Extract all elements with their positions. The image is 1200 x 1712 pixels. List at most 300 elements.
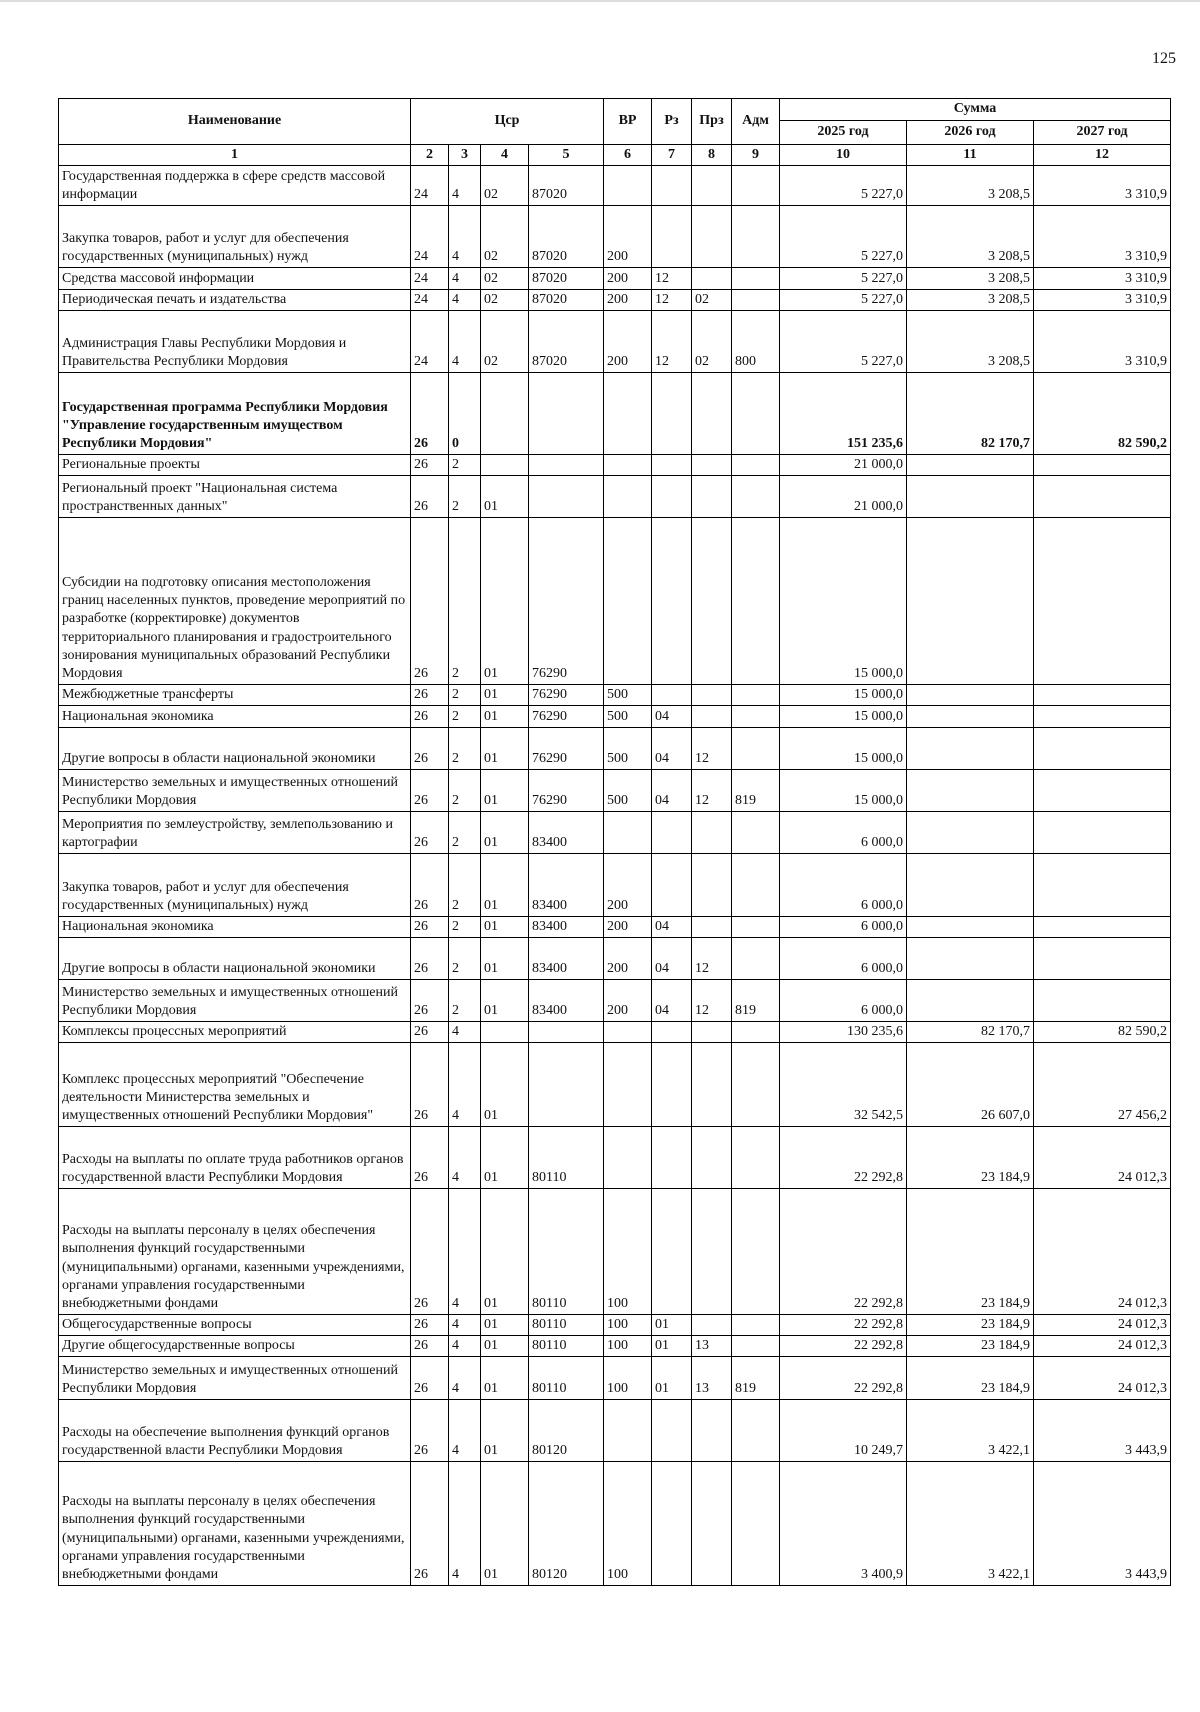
cell-csr-type: 2 <box>449 685 481 706</box>
table-row <box>59 1336 1171 1357</box>
cell-csr-program: 26 <box>411 1336 449 1357</box>
cell-rz: 04 <box>652 770 692 812</box>
column-number: 12 <box>1034 145 1171 166</box>
cell-name: Региональные проекты <box>59 455 411 476</box>
cell-csr-type: 4 <box>449 1400 481 1462</box>
cell-rz: 04 <box>652 706 692 728</box>
cell-csr-subprogram: 01 <box>481 812 529 854</box>
cell-csr-direction: 87020 <box>529 290 604 311</box>
cell-adm <box>732 812 780 854</box>
cell-prz: 02 <box>692 311 732 373</box>
cell-rz <box>652 1462 692 1586</box>
cell-vr <box>604 1127 652 1189</box>
cell-csr-subprogram: 01 <box>481 728 529 770</box>
table-row <box>59 290 1171 311</box>
cell-csr-subprogram: 01 <box>481 1043 529 1127</box>
cell-rz <box>652 476 692 518</box>
cell-csr-direction: 83400 <box>529 917 604 938</box>
cell-name: Государственная поддержка в сфере средств массовой информации <box>59 166 411 206</box>
cell-rz: 12 <box>652 311 692 373</box>
cell-rz <box>652 455 692 476</box>
cell-rz <box>652 373 692 455</box>
cell-vr: 200 <box>604 854 652 917</box>
cell-csr-subprogram <box>481 455 529 476</box>
cell-vr: 500 <box>604 706 652 728</box>
table-row <box>59 1462 1171 1586</box>
cell-sum-2025: 15 000,0 <box>780 706 907 728</box>
cell-sum-2026: 3 208,5 <box>907 268 1034 290</box>
cell-sum-2025: 21 000,0 <box>780 455 907 476</box>
cell-sum-2026: 3 208,5 <box>907 166 1034 206</box>
table-row <box>59 1022 1171 1043</box>
cell-csr-program: 26 <box>411 938 449 980</box>
table-row <box>59 980 1171 1022</box>
column-number: 8 <box>692 145 732 166</box>
cell-adm: 819 <box>732 770 780 812</box>
cell-csr-direction <box>529 476 604 518</box>
table-row <box>59 268 1171 290</box>
cell-rz <box>652 685 692 706</box>
cell-sum-2026 <box>907 476 1034 518</box>
cell-vr: 200 <box>604 311 652 373</box>
cell-sum-2027: 3 443,9 <box>1034 1400 1171 1462</box>
cell-csr-subprogram: 01 <box>481 1315 529 1336</box>
cell-sum-2026: 82 170,7 <box>907 1022 1034 1043</box>
cell-csr-direction <box>529 455 604 476</box>
cell-sum-2027: 24 012,3 <box>1034 1336 1171 1357</box>
cell-csr-type: 4 <box>449 1127 481 1189</box>
cell-csr-program: 26 <box>411 1462 449 1586</box>
cell-csr-subprogram: 01 <box>481 1189 529 1315</box>
table-row <box>59 685 1171 706</box>
cell-name: Региональный проект "Национальная система пространственных данных" <box>59 476 411 518</box>
cell-sum-2026: 82 170,7 <box>907 373 1034 455</box>
cell-csr-direction <box>529 1022 604 1043</box>
table-row <box>59 1400 1171 1462</box>
header-year-2027: 2027 год <box>1034 121 1171 145</box>
cell-csr-program: 26 <box>411 728 449 770</box>
table-row <box>59 854 1171 917</box>
header-vr: ВР <box>604 99 652 145</box>
cell-adm <box>732 706 780 728</box>
cell-rz <box>652 518 692 685</box>
cell-csr-subprogram: 01 <box>481 938 529 980</box>
cell-prz <box>692 206 732 268</box>
column-number: 1 <box>59 145 411 166</box>
column-number: 6 <box>604 145 652 166</box>
cell-csr-subprogram <box>481 373 529 455</box>
cell-prz <box>692 1315 732 1336</box>
table-row <box>59 166 1171 206</box>
cell-csr-program: 24 <box>411 290 449 311</box>
cell-csr-subprogram: 01 <box>481 706 529 728</box>
cell-name: Закупка товаров, работ и услуг для обеспечения государственных (муниципальных) нужд <box>59 854 411 917</box>
table-body <box>59 166 1171 1586</box>
cell-csr-direction: 83400 <box>529 812 604 854</box>
cell-csr-program: 26 <box>411 1400 449 1462</box>
cell-sum-2025: 15 000,0 <box>780 685 907 706</box>
cell-csr-program: 26 <box>411 1043 449 1127</box>
cell-adm <box>732 917 780 938</box>
cell-csr-direction: 80110 <box>529 1127 604 1189</box>
cell-csr-program: 26 <box>411 1127 449 1189</box>
cell-csr-program: 26 <box>411 1315 449 1336</box>
cell-sum-2027 <box>1034 917 1171 938</box>
cell-vr <box>604 1043 652 1127</box>
cell-csr-subprogram: 01 <box>481 1336 529 1357</box>
cell-csr-direction: 80120 <box>529 1462 604 1586</box>
cell-csr-direction: 83400 <box>529 854 604 917</box>
cell-prz <box>692 1462 732 1586</box>
cell-prz <box>692 917 732 938</box>
cell-sum-2027: 24 012,3 <box>1034 1315 1171 1336</box>
cell-csr-program: 26 <box>411 980 449 1022</box>
cell-name: Средства массовой информации <box>59 268 411 290</box>
cell-vr: 100 <box>604 1189 652 1315</box>
cell-adm <box>732 728 780 770</box>
table-row <box>59 373 1171 455</box>
cell-prz <box>692 1043 732 1127</box>
cell-rz: 12 <box>652 290 692 311</box>
cell-prz <box>692 373 732 455</box>
cell-csr-type: 4 <box>449 1336 481 1357</box>
cell-rz: 04 <box>652 728 692 770</box>
cell-csr-subprogram: 02 <box>481 311 529 373</box>
column-number: 11 <box>907 145 1034 166</box>
table-row <box>59 455 1171 476</box>
cell-csr-program: 26 <box>411 812 449 854</box>
cell-sum-2027: 82 590,2 <box>1034 373 1171 455</box>
cell-sum-2026: 23 184,9 <box>907 1357 1034 1400</box>
cell-csr-direction: 87020 <box>529 166 604 206</box>
table-row <box>59 770 1171 812</box>
cell-sum-2025: 151 235,6 <box>780 373 907 455</box>
cell-sum-2025: 5 227,0 <box>780 268 907 290</box>
cell-prz <box>692 1189 732 1315</box>
cell-adm: 819 <box>732 980 780 1022</box>
cell-sum-2025: 6 000,0 <box>780 812 907 854</box>
cell-csr-type: 2 <box>449 938 481 980</box>
cell-sum-2026: 3 422,1 <box>907 1400 1034 1462</box>
cell-adm: 800 <box>732 311 780 373</box>
header-rz: Рз <box>652 99 692 145</box>
cell-adm <box>732 1336 780 1357</box>
cell-prz <box>692 706 732 728</box>
cell-rz <box>652 166 692 206</box>
header-year-2026: 2026 год <box>907 121 1034 145</box>
cell-name: Расходы на выплаты персоналу в целях обеспечения выполнения функций государственными (муниципальными) органами, казенными учреждениями, органами управления государственными внебюджетными фондами <box>59 1189 411 1315</box>
cell-sum-2026: 26 607,0 <box>907 1043 1034 1127</box>
cell-csr-type: 2 <box>449 854 481 917</box>
cell-sum-2027: 27 456,2 <box>1034 1043 1171 1127</box>
cell-sum-2025: 3 400,9 <box>780 1462 907 1586</box>
table-row <box>59 311 1171 373</box>
cell-prz <box>692 812 732 854</box>
cell-sum-2026 <box>907 728 1034 770</box>
cell-csr-direction: 76290 <box>529 770 604 812</box>
cell-sum-2026: 3 208,5 <box>907 206 1034 268</box>
cell-vr: 100 <box>604 1357 652 1400</box>
cell-rz <box>652 1022 692 1043</box>
cell-vr <box>604 518 652 685</box>
cell-sum-2025: 6 000,0 <box>780 917 907 938</box>
cell-csr-direction: 80110 <box>529 1336 604 1357</box>
cell-vr: 200 <box>604 206 652 268</box>
column-number: 2 <box>411 145 449 166</box>
cell-name: Расходы на выплаты персоналу в целях обеспечения выполнения функций государственными (муниципальными) органами, казенными учреждениями, органами управления государственными внебюджетными фондами <box>59 1462 411 1586</box>
cell-csr-program: 26 <box>411 685 449 706</box>
cell-csr-direction: 83400 <box>529 938 604 980</box>
cell-prz <box>692 1400 732 1462</box>
column-number: 4 <box>481 145 529 166</box>
cell-name: Расходы на выплаты по оплате труда работников органов государственной власти Республики Мордовия <box>59 1127 411 1189</box>
table-row <box>59 812 1171 854</box>
cell-name: Мероприятия по землеустройству, землепользованию и картографии <box>59 812 411 854</box>
cell-rz <box>652 854 692 917</box>
cell-sum-2027 <box>1034 728 1171 770</box>
cell-csr-type: 2 <box>449 980 481 1022</box>
cell-rz <box>652 1127 692 1189</box>
cell-csr-subprogram: 01 <box>481 476 529 518</box>
table-row <box>59 476 1171 518</box>
cell-vr: 100 <box>604 1336 652 1357</box>
cell-csr-type: 2 <box>449 770 481 812</box>
cell-csr-subprogram: 01 <box>481 518 529 685</box>
cell-name: Министерство земельных и имущественных отношений Республики Мордовия <box>59 1357 411 1400</box>
cell-prz: 13 <box>692 1336 732 1357</box>
cell-sum-2027 <box>1034 854 1171 917</box>
cell-sum-2025: 22 292,8 <box>780 1315 907 1336</box>
cell-csr-program: 26 <box>411 476 449 518</box>
cell-sum-2026: 23 184,9 <box>907 1127 1034 1189</box>
cell-vr <box>604 373 652 455</box>
cell-name: Периодическая печать и издательства <box>59 290 411 311</box>
cell-adm <box>732 290 780 311</box>
cell-csr-direction: 80110 <box>529 1357 604 1400</box>
cell-csr-subprogram: 01 <box>481 854 529 917</box>
cell-sum-2025: 6 000,0 <box>780 980 907 1022</box>
cell-sum-2025: 21 000,0 <box>780 476 907 518</box>
cell-rz <box>652 206 692 268</box>
cell-csr-program: 26 <box>411 706 449 728</box>
table-row <box>59 1315 1171 1336</box>
cell-adm <box>732 1315 780 1336</box>
cell-name: Национальная экономика <box>59 917 411 938</box>
column-number: 10 <box>780 145 907 166</box>
cell-name: Межбюджетные трансферты <box>59 685 411 706</box>
header-name: Наименование <box>59 99 411 145</box>
cell-sum-2026: 23 184,9 <box>907 1189 1034 1315</box>
cell-csr-program: 24 <box>411 268 449 290</box>
cell-csr-subprogram: 01 <box>481 1462 529 1586</box>
cell-sum-2025: 5 227,0 <box>780 206 907 268</box>
cell-csr-direction: 87020 <box>529 311 604 373</box>
cell-csr-program: 26 <box>411 1022 449 1043</box>
cell-sum-2026: 3 208,5 <box>907 290 1034 311</box>
cell-vr: 200 <box>604 938 652 980</box>
cell-csr-type: 4 <box>449 311 481 373</box>
cell-name: Администрация Главы Республики Мордовия и Правительства Республики Мордовия <box>59 311 411 373</box>
cell-csr-subprogram: 01 <box>481 685 529 706</box>
cell-prz: 12 <box>692 728 732 770</box>
cell-vr: 500 <box>604 685 652 706</box>
scan-top-edge <box>0 0 1200 2</box>
cell-sum-2026 <box>907 980 1034 1022</box>
cell-csr-subprogram: 01 <box>481 770 529 812</box>
cell-sum-2027: 3 310,9 <box>1034 166 1171 206</box>
cell-name: Национальная экономика <box>59 706 411 728</box>
cell-csr-direction: 87020 <box>529 206 604 268</box>
cell-sum-2025: 5 227,0 <box>780 166 907 206</box>
cell-vr: 200 <box>604 980 652 1022</box>
cell-csr-subprogram: 02 <box>481 206 529 268</box>
cell-adm <box>732 268 780 290</box>
cell-prz <box>692 455 732 476</box>
cell-sum-2027: 24 012,3 <box>1034 1357 1171 1400</box>
cell-sum-2025: 15 000,0 <box>780 770 907 812</box>
cell-sum-2025: 6 000,0 <box>780 938 907 980</box>
cell-name: Общегосударственные вопросы <box>59 1315 411 1336</box>
cell-csr-direction: 76290 <box>529 728 604 770</box>
cell-sum-2026 <box>907 854 1034 917</box>
cell-name: Другие вопросы в области национальной экономики <box>59 728 411 770</box>
cell-rz: 01 <box>652 1315 692 1336</box>
cell-name: Министерство земельных и имущественных отношений Республики Мордовия <box>59 770 411 812</box>
cell-sum-2027 <box>1034 685 1171 706</box>
cell-sum-2026 <box>907 938 1034 980</box>
cell-sum-2025: 15 000,0 <box>780 728 907 770</box>
cell-csr-direction <box>529 373 604 455</box>
cell-sum-2026: 3 208,5 <box>907 311 1034 373</box>
cell-csr-subprogram: 02 <box>481 268 529 290</box>
cell-csr-direction: 80110 <box>529 1315 604 1336</box>
cell-csr-type: 2 <box>449 476 481 518</box>
cell-sum-2027 <box>1034 455 1171 476</box>
table-row <box>59 206 1171 268</box>
cell-sum-2025: 15 000,0 <box>780 518 907 685</box>
cell-csr-direction <box>529 1043 604 1127</box>
cell-sum-2025: 22 292,8 <box>780 1336 907 1357</box>
cell-sum-2027: 82 590,2 <box>1034 1022 1171 1043</box>
cell-name: Другие вопросы в области национальной экономики <box>59 938 411 980</box>
table-row <box>59 1357 1171 1400</box>
cell-prz <box>692 685 732 706</box>
cell-vr: 200 <box>604 290 652 311</box>
cell-name: Закупка товаров, работ и услуг для обеспечения государственных (муниципальных) нужд <box>59 206 411 268</box>
cell-vr <box>604 1022 652 1043</box>
header-csr: Цср <box>411 99 604 145</box>
cell-csr-direction: 76290 <box>529 685 604 706</box>
header-prz: Прз <box>692 99 732 145</box>
cell-prz: 12 <box>692 770 732 812</box>
column-number: 7 <box>652 145 692 166</box>
cell-sum-2027 <box>1034 938 1171 980</box>
cell-csr-program: 24 <box>411 206 449 268</box>
cell-sum-2025: 130 235,6 <box>780 1022 907 1043</box>
cell-vr: 200 <box>604 268 652 290</box>
cell-csr-type: 4 <box>449 166 481 206</box>
table-row <box>59 1043 1171 1127</box>
cell-adm: 819 <box>732 1357 780 1400</box>
cell-csr-direction: 80120 <box>529 1400 604 1462</box>
cell-sum-2026 <box>907 812 1034 854</box>
cell-sum-2025: 5 227,0 <box>780 290 907 311</box>
cell-sum-2027 <box>1034 518 1171 685</box>
cell-prz <box>692 518 732 685</box>
table-row <box>59 706 1171 728</box>
cell-csr-type: 4 <box>449 290 481 311</box>
cell-sum-2027: 3 310,9 <box>1034 290 1171 311</box>
cell-csr-type: 0 <box>449 373 481 455</box>
cell-prz <box>692 268 732 290</box>
cell-sum-2027 <box>1034 476 1171 518</box>
cell-sum-2025: 22 292,8 <box>780 1189 907 1315</box>
cell-sum-2027: 3 443,9 <box>1034 1462 1171 1586</box>
cell-adm <box>732 455 780 476</box>
column-number: 3 <box>449 145 481 166</box>
cell-csr-direction: 87020 <box>529 268 604 290</box>
cell-csr-type: 2 <box>449 455 481 476</box>
cell-csr-type: 4 <box>449 1189 481 1315</box>
cell-sum-2026 <box>907 685 1034 706</box>
table-row <box>59 1127 1171 1189</box>
cell-sum-2027 <box>1034 812 1171 854</box>
column-number: 5 <box>529 145 604 166</box>
cell-vr <box>604 476 652 518</box>
cell-name: Субсидии на подготовку описания местоположения границ населенных пунктов, проведение мероприятий по разработке (корректировке) документов территориального планирования и градостроительного зонирования муниципальных образований Республики Мордовия <box>59 518 411 685</box>
cell-sum-2027: 24 012,3 <box>1034 1189 1171 1315</box>
cell-csr-program: 24 <box>411 311 449 373</box>
table-row <box>59 728 1171 770</box>
cell-csr-subprogram: 01 <box>481 1127 529 1189</box>
cell-csr-direction: 80110 <box>529 1189 604 1315</box>
table-row <box>59 1189 1171 1315</box>
cell-csr-subprogram <box>481 1022 529 1043</box>
cell-csr-type: 4 <box>449 1022 481 1043</box>
cell-csr-type: 2 <box>449 518 481 685</box>
cell-vr <box>604 812 652 854</box>
cell-csr-program: 26 <box>411 373 449 455</box>
cell-sum-2026: 23 184,9 <box>907 1336 1034 1357</box>
cell-sum-2026: 23 184,9 <box>907 1315 1034 1336</box>
header-sum: Сумма <box>780 99 1171 121</box>
cell-rz <box>652 1189 692 1315</box>
cell-sum-2027: 3 310,9 <box>1034 206 1171 268</box>
cell-vr: 500 <box>604 728 652 770</box>
cell-sum-2027 <box>1034 770 1171 812</box>
cell-vr: 500 <box>604 770 652 812</box>
cell-csr-program: 26 <box>411 854 449 917</box>
table-row <box>59 518 1171 685</box>
cell-adm <box>732 1189 780 1315</box>
cell-sum-2025: 22 292,8 <box>780 1127 907 1189</box>
cell-rz: 04 <box>652 980 692 1022</box>
cell-name: Министерство земельных и имущественных отношений Республики Мордовия <box>59 980 411 1022</box>
cell-rz <box>652 1043 692 1127</box>
cell-sum-2026 <box>907 706 1034 728</box>
cell-sum-2025: 10 249,7 <box>780 1400 907 1462</box>
cell-csr-program: 26 <box>411 917 449 938</box>
cell-adm <box>732 685 780 706</box>
cell-sum-2027 <box>1034 706 1171 728</box>
cell-sum-2027: 3 310,9 <box>1034 268 1171 290</box>
cell-sum-2027: 24 012,3 <box>1034 1127 1171 1189</box>
cell-sum-2027 <box>1034 980 1171 1022</box>
cell-vr <box>604 1400 652 1462</box>
cell-rz: 01 <box>652 1357 692 1400</box>
cell-csr-type: 4 <box>449 206 481 268</box>
cell-rz: 01 <box>652 1336 692 1357</box>
